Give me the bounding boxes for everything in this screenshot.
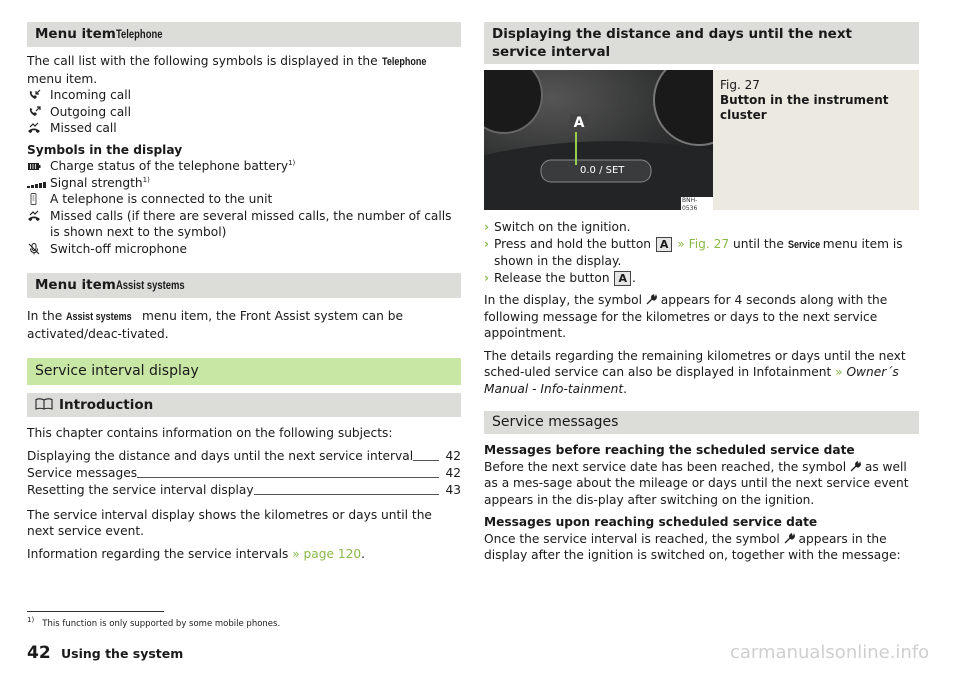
list-item: Outgoing call [27,104,461,121]
list-item: › Switch on the ignition. [484,220,631,234]
assist-text: In the Assist systems menu item, the Front Assist system can be activated/deac-tivated. [27,309,403,341]
menu-telephone-heading: Menu itemTelephone [27,22,461,47]
instrument-cluster-drawing [484,70,713,210]
toc-entry[interactable]: Service messages 42 [27,465,461,480]
list-item: › Release the button A . [484,270,636,285]
step-list [484,219,919,286]
intro-text: This chapter contains information on the following subjects: [27,426,393,440]
footnote-divider [27,611,164,612]
missed-calls-icon [27,210,41,222]
para-1: In the display, the symbol appears for 4 seconds along with the following message for the kilometres or days to the next service appointment. [484,293,888,340]
table-of-contents [27,448,461,499]
wrench-icon [646,294,657,305]
call-symbol-list [27,87,461,137]
instrument-cluster-image [484,70,713,210]
display-symbol-list [27,158,461,257]
before-title: Messages before reaching the scheduled service date [484,443,855,457]
list-item: Incoming call [27,87,461,104]
missed-call-icon [27,122,41,134]
wrench-icon [850,461,861,472]
toc-entry[interactable]: Resetting the service interval display 43 [27,482,461,497]
desc-text: The service interval display shows the kilometres or days until the next service event. [27,507,432,538]
list-item: Missed calls (if there are several missed calls, the number of calls is shown next to the symbol) [27,208,461,241]
microphone-off-icon [27,243,41,255]
incoming-call-icon [27,89,41,101]
figure-link[interactable]: » Fig. 27 [673,236,730,251]
display-text: 0.0 / SET [580,165,625,176]
list-item: Charge status of the telephone battery$^{1)}$ [27,158,461,175]
para-2: The details regarding the remaining kilometres or days until the next sched-uled service can also be displayed in Infotainment » Owner´s Manual - Info-tainment. [484,348,906,396]
callout-a: A [570,114,588,132]
figure-caption: Fig. 27 Button in the instrument cluster [720,78,889,122]
left-column [27,22,461,562]
phone-connected-icon [27,193,41,205]
footnote: $^{1)}$ This function is only supported by some mobile phones. [27,616,281,629]
manual-link[interactable]: » [835,365,843,379]
call-list-intro: The call list with the following symbols is displayed in the Telephone menu item. [27,54,426,86]
outgoing-call-icon [27,106,41,118]
page-title: Using the system [61,646,184,661]
battery-icon [27,160,41,172]
introduction-heading: Introduction [27,393,461,417]
button-a-key: A [614,271,631,286]
button-a-key: A [656,237,673,252]
section-title: Service interval display [27,358,461,385]
display-symbols-title: Symbols in the display [27,142,183,157]
watermark: carmanualsonline.info [730,642,930,663]
right-heading: Displaying the distance and days until the next service interval [484,22,919,64]
menu-assist-heading: Menu itemAssist systems [27,273,461,298]
list-item: › Press and hold the button A » Fig. 27 until the Service menu item is shown in the display. [484,236,903,268]
figure-27 [484,70,919,210]
page-number: 42 [27,643,51,663]
list-item: Signal strength$^{1)}$ [27,175,461,192]
toc-entry[interactable]: Displaying the distance and days until the next service interval 42 [27,448,461,463]
figure-code: BNH-0536 [681,197,713,210]
list-item: Switch-off microphone [27,241,461,258]
info-text: Information regarding the service intervals » page 120. [27,546,365,561]
upon-title: Messages upon reaching scheduled service date [484,515,818,529]
list-item: A telephone is connected to the unit [27,191,461,208]
signal-strength-icon [27,177,47,189]
before-text: Before the next service date has been reached, the symbol as well as a mes-sage about the mileage or days until the next service event appears in the dis-play after switching on the ignition. [484,459,909,507]
upon-text: Once the service interval is reached, the symbol appears in the display after the ignition is switched on, together with the message: [484,531,901,562]
wrench-icon [784,533,795,544]
right-column [484,22,919,564]
book-icon [35,398,53,410]
list-item: Missed call [27,120,461,137]
service-messages-heading: Service messages [484,411,919,434]
page-link[interactable]: » page 120 [292,546,362,561]
